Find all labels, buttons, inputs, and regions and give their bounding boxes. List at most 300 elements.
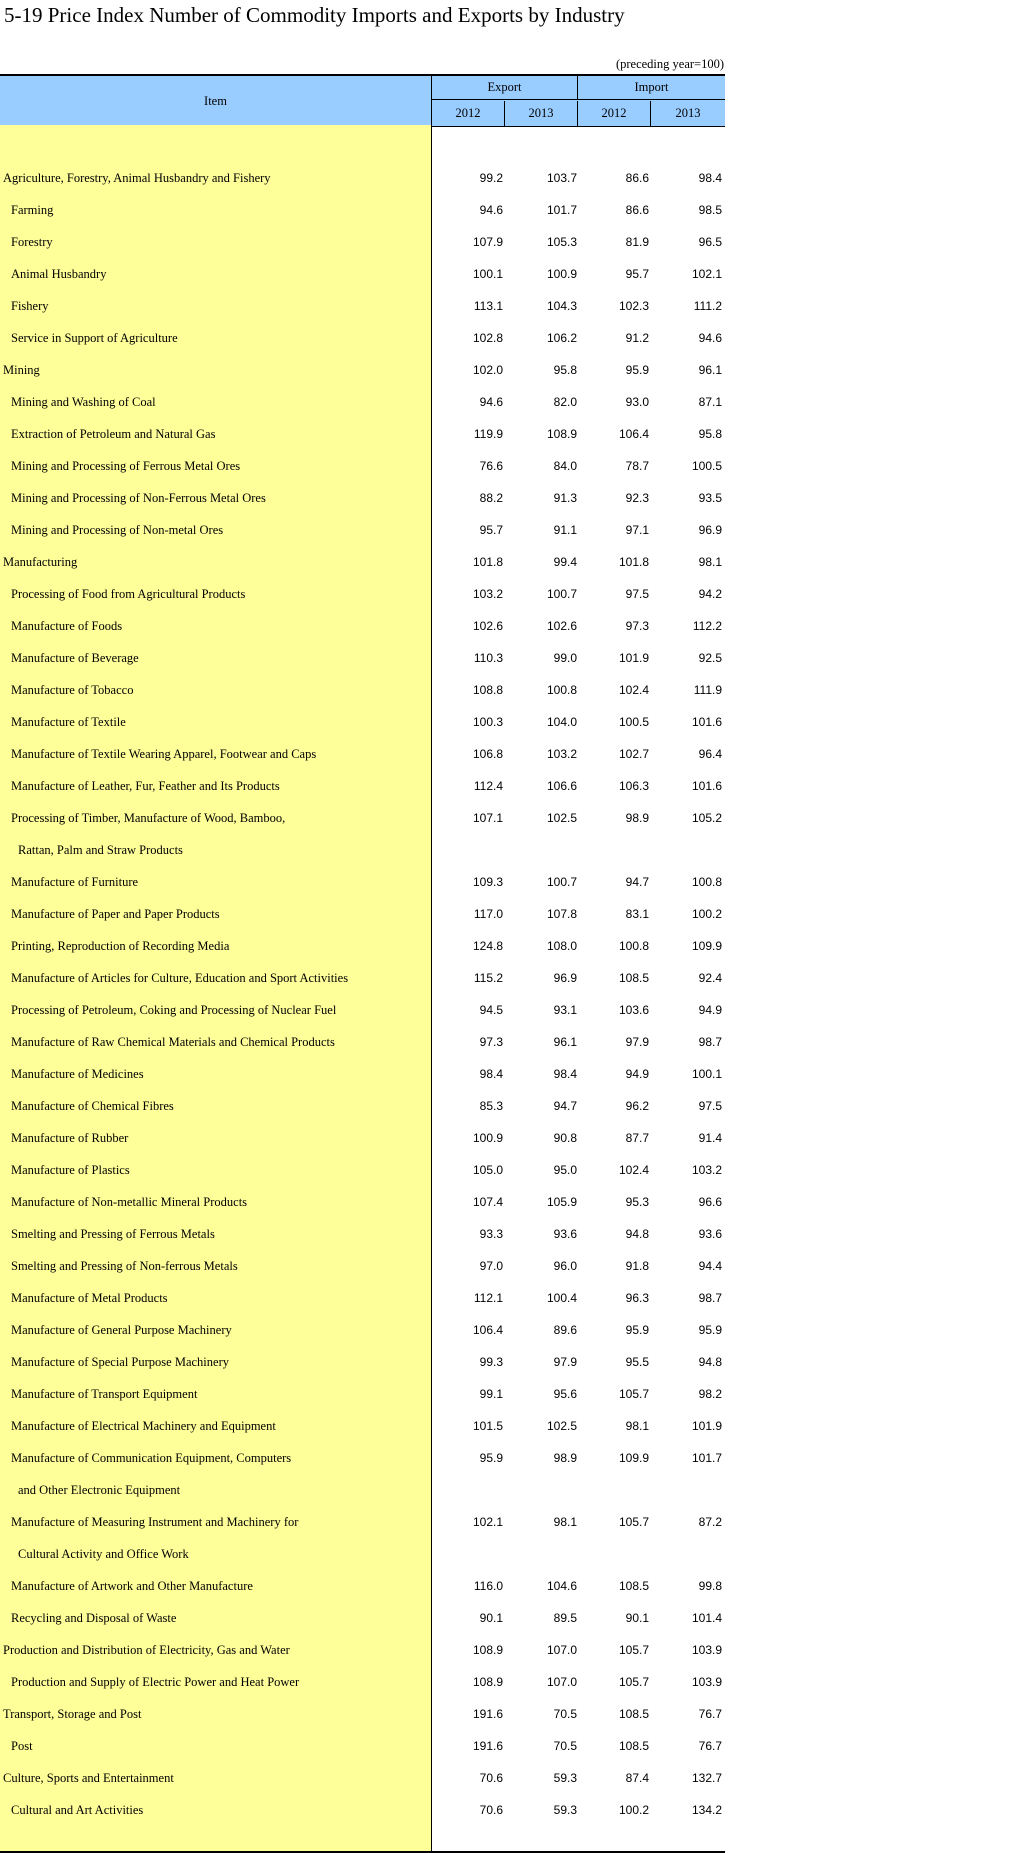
table-row	[0, 802, 725, 834]
row-value: 191.6	[472, 1707, 503, 1721]
table-row	[0, 1762, 725, 1794]
row-label: Manufacture of Non-metallic Mineral Products	[11, 1195, 248, 1209]
row-value: 107.4	[472, 1195, 503, 1209]
row-value: 87.4	[625, 1771, 649, 1785]
table-row	[0, 1730, 725, 1762]
row-label: Manufacture of Transport Equipment	[11, 1387, 198, 1401]
row-value: 100.8	[618, 939, 649, 953]
row-value: 96.1	[698, 363, 722, 377]
row-value: 108.5	[618, 971, 649, 985]
table-row	[0, 1186, 725, 1218]
row-value: 103.2	[691, 1163, 722, 1177]
row-label: Post	[11, 1739, 33, 1753]
row-label: Processing of Food from Agricultural Products	[11, 587, 246, 601]
row-value: 95.7	[625, 267, 649, 281]
row-label: Manufacture of Textile	[11, 715, 126, 729]
row-value: 93.1	[553, 1003, 577, 1017]
row-label: Manufacture of Special Purpose Machinery	[11, 1355, 229, 1369]
table-row	[0, 1666, 725, 1698]
table-row	[0, 482, 725, 514]
table-row	[0, 546, 725, 578]
row-value: 98.4	[698, 171, 722, 185]
row-label: Fishery	[11, 299, 49, 313]
row-label: Processing of Petroleum, Coking and Processing of Nuclear Fuel	[11, 1003, 337, 1017]
row-value: 104.3	[546, 299, 577, 313]
row-value: 93.0	[625, 395, 649, 409]
row-value: 78.7	[625, 459, 649, 473]
row-value: 92.5	[698, 651, 722, 665]
row-value: 101.8	[472, 555, 503, 569]
table-row	[0, 1346, 725, 1378]
row-value: 97.5	[625, 587, 649, 601]
row-label: Printing, Reproduction of Recording Media	[11, 939, 230, 953]
row-value: 90.1	[625, 1611, 649, 1625]
row-value: 107.1	[472, 811, 503, 825]
table-row	[0, 1506, 725, 1538]
row-value: 95.3	[625, 1195, 649, 1209]
row-label: Manufacture of Metal Products	[11, 1291, 168, 1305]
row-value: 95.8	[553, 363, 577, 377]
row-value: 93.3	[479, 1227, 503, 1241]
row-value: 96.2	[625, 1099, 649, 1113]
row-value: 86.6	[625, 203, 649, 217]
row-value: 110.3	[473, 651, 503, 665]
row-value: 107.9	[472, 235, 503, 249]
row-label: Mining and Processing of Ferrous Metal Ores	[11, 459, 241, 473]
row-value: 108.8	[472, 683, 503, 697]
row-value: 100.5	[691, 459, 722, 473]
row-value: 98.7	[698, 1291, 722, 1305]
row-value: 96.6	[698, 1195, 722, 1209]
row-value: 100.9	[546, 267, 577, 281]
row-value: 90.8	[553, 1131, 577, 1145]
row-value: 98.4	[479, 1067, 503, 1081]
page-title: 5-19 Price Index Number of Commodity Imports and Exports by Industry	[4, 3, 625, 27]
row-value: 134.2	[691, 1803, 722, 1817]
row-value: 107.0	[546, 1675, 577, 1689]
row-value: 101.6	[691, 715, 722, 729]
table-row	[0, 674, 725, 706]
row-label: Mining and Washing of Coal	[11, 395, 156, 409]
row-label: Mining and Processing of Non-metal Ores	[11, 523, 224, 537]
row-value: 98.1	[698, 555, 722, 569]
row-value: 76.7	[698, 1707, 722, 1721]
row-value: 105.7	[618, 1387, 649, 1401]
row-value: 94.2	[698, 587, 722, 601]
row-value: 100.7	[546, 875, 577, 889]
row-value: 99.2	[479, 171, 503, 185]
row-label: Manufacture of Raw Chemical Materials and Chemical Products	[11, 1035, 335, 1049]
row-value: 99.8	[698, 1579, 722, 1593]
row-value: 98.1	[553, 1515, 577, 1529]
row-value: 106.4	[618, 427, 649, 441]
row-value: 112.4	[473, 779, 503, 793]
table-row	[0, 1090, 725, 1122]
row-value: 87.2	[698, 1515, 722, 1529]
table-header	[0, 74, 725, 127]
row-value: 97.0	[479, 1259, 503, 1273]
row-value: 102.1	[472, 1515, 503, 1529]
row-label: Animal Husbandry	[11, 267, 107, 281]
header-item: Item	[0, 76, 432, 126]
row-value: 124.8	[472, 939, 503, 953]
row-value: 101.9	[618, 651, 649, 665]
data-table	[0, 74, 725, 1817]
row-value: 76.7	[698, 1739, 722, 1753]
row-value: 89.6	[553, 1323, 577, 1337]
row-value: 95.9	[625, 363, 649, 377]
table-row	[0, 1602, 725, 1634]
row-value: 95.8	[698, 427, 722, 441]
row-value: 93.6	[553, 1227, 577, 1241]
table-row	[0, 418, 725, 450]
row-value: 94.6	[479, 203, 503, 217]
table-row	[0, 994, 725, 1026]
table-row	[0, 450, 725, 482]
row-value: 100.2	[618, 1803, 649, 1817]
row-value: 102.4	[618, 1163, 649, 1177]
row-value: 94.8	[698, 1355, 722, 1369]
row-label: Manufacture of General Purpose Machinery	[11, 1323, 232, 1337]
row-value: 103.9	[691, 1643, 722, 1657]
row-value: 98.2	[698, 1387, 722, 1401]
row-label: Smelting and Pressing of Non-ferrous Metals	[11, 1259, 238, 1273]
row-value: 100.2	[691, 907, 722, 921]
row-value: 95.9	[698, 1323, 722, 1337]
table-row	[0, 770, 725, 802]
row-value: 108.9	[546, 427, 577, 441]
row-value: 96.4	[698, 747, 722, 761]
row-value: 105.2	[691, 811, 722, 825]
row-value: 76.6	[479, 459, 503, 473]
table-row	[0, 1154, 725, 1186]
row-value: 108.5	[618, 1579, 649, 1593]
row-label: Manufacture of Leather, Fur, Feather and Its Products	[11, 779, 280, 793]
header-export: Export	[432, 76, 578, 100]
row-value: 108.0	[546, 939, 577, 953]
row-value: 103.9	[691, 1675, 722, 1689]
row-value: 103.2	[546, 747, 577, 761]
row-value: 112.2	[692, 619, 722, 633]
row-label: Manufacture of Plastics	[11, 1163, 130, 1177]
row-value: 106.3	[618, 779, 649, 793]
row-label: Manufacture of Artwork and Other Manufacture	[11, 1579, 253, 1593]
table-row	[0, 1122, 725, 1154]
row-value: 96.5	[698, 235, 722, 249]
row-value: 101.7	[546, 203, 577, 217]
row-value: 94.4	[698, 1259, 722, 1273]
table-row	[0, 1250, 725, 1282]
row-value: 117.0	[473, 907, 503, 921]
row-value: 95.0	[553, 1163, 577, 1177]
table-row	[0, 1026, 725, 1058]
row-value: 98.5	[698, 203, 722, 217]
header-import-2013: 2013	[675, 106, 701, 120]
table-row	[0, 1314, 725, 1346]
table-row	[0, 1570, 725, 1602]
row-label: Manufacture of Articles for Culture, Education and Sport Activities	[11, 971, 349, 985]
table-row	[0, 578, 725, 610]
row-value: 103.7	[546, 171, 577, 185]
row-label: Manufacture of Rubber	[11, 1131, 129, 1145]
header-import-2012: 2012	[578, 101, 651, 126]
row-value: 96.3	[625, 1291, 649, 1305]
table-row	[0, 834, 725, 866]
row-value: 106.2	[546, 331, 577, 345]
row-value: 98.4	[553, 1067, 577, 1081]
header-export-2012: 2012	[432, 101, 505, 126]
row-value: 91.2	[625, 331, 649, 345]
row-value: 101.8	[618, 555, 649, 569]
table-row	[0, 706, 725, 738]
row-value: 95.7	[479, 523, 503, 537]
row-value: 95.9	[479, 1451, 503, 1465]
row-label: Manufacturing	[3, 555, 78, 569]
table-row	[0, 1218, 725, 1250]
row-value: 81.9	[625, 235, 649, 249]
row-value: 70.5	[553, 1707, 577, 1721]
table-row	[0, 610, 725, 642]
row-value: 95.9	[625, 1323, 649, 1337]
row-value: 191.6	[472, 1739, 503, 1753]
row-label: Rattan, Palm and Straw Products	[18, 843, 183, 857]
row-label: Manufacture of Chemical Fibres	[11, 1099, 174, 1113]
row-label: Cultural Activity and Office Work	[18, 1547, 189, 1561]
row-value: 87.1	[698, 395, 722, 409]
table-row	[0, 898, 725, 930]
row-value: 95.6	[553, 1387, 577, 1401]
row-value: 86.6	[625, 171, 649, 185]
row-value: 89.5	[553, 1611, 577, 1625]
table-row	[0, 290, 725, 322]
row-label: Cultural and Art Activities	[11, 1803, 144, 1817]
row-value: 91.3	[553, 491, 577, 505]
table-row	[0, 962, 725, 994]
row-value: 102.8	[472, 331, 503, 345]
row-value: 99.3	[479, 1355, 503, 1369]
row-label: Mining	[3, 363, 40, 377]
row-value: 70.5	[553, 1739, 577, 1753]
row-value: 99.4	[553, 555, 577, 569]
row-value: 98.7	[698, 1035, 722, 1049]
row-value: 96.0	[553, 1259, 577, 1273]
row-value: 104.0	[546, 715, 577, 729]
row-label: Extraction of Petroleum and Natural Gas	[11, 427, 216, 441]
row-value: 106.4	[472, 1323, 503, 1337]
row-value: 108.5	[618, 1707, 649, 1721]
row-value: 98.9	[553, 1451, 577, 1465]
row-value: 94.5	[479, 1003, 503, 1017]
table-row	[0, 1058, 725, 1090]
row-value: 96.9	[698, 523, 722, 537]
row-value: 101.9	[691, 1419, 722, 1433]
row-value: 102.3	[618, 299, 649, 313]
table-row	[0, 386, 725, 418]
row-value: 105.0	[472, 1163, 503, 1177]
row-value: 85.3	[479, 1099, 503, 1113]
row-value: 70.6	[479, 1803, 503, 1817]
row-label: Mining and Processing of Non-Ferrous Metal Ores	[11, 491, 266, 505]
row-label: Manufacture of Tobacco	[11, 683, 134, 697]
row-value: 97.5	[698, 1099, 722, 1113]
table-row	[0, 930, 725, 962]
row-value: 90.1	[479, 1611, 503, 1625]
row-label: Manufacture of Communication Equipment, Computers	[11, 1451, 292, 1465]
row-value: 87.7	[625, 1131, 649, 1145]
table-row	[0, 194, 725, 226]
row-value: 93.6	[698, 1227, 722, 1241]
row-value: 59.3	[553, 1771, 577, 1785]
row-value: 94.9	[698, 1003, 722, 1017]
row-value: 106.8	[472, 747, 503, 761]
row-value: 132.7	[691, 1771, 722, 1785]
row-value: 98.9	[625, 811, 649, 825]
row-value: 92.4	[698, 971, 722, 985]
row-label: Manufacture of Textile Wearing Apparel, Footwear and Caps	[11, 747, 317, 761]
table-row	[0, 738, 725, 770]
row-label: Manufacture of Beverage	[11, 651, 139, 665]
row-value: 106.6	[546, 779, 577, 793]
row-value: 108.5	[618, 1739, 649, 1753]
row-value: 97.9	[553, 1355, 577, 1369]
table-row	[0, 1634, 725, 1666]
row-value: 100.5	[618, 715, 649, 729]
row-value: 113.1	[473, 299, 503, 313]
row-label: Culture, Sports and Entertainment	[3, 1771, 174, 1785]
row-value: 94.9	[625, 1067, 649, 1081]
row-value: 95.5	[625, 1355, 649, 1369]
row-value: 102.0	[472, 363, 503, 377]
row-value: 96.1	[553, 1035, 577, 1049]
row-value: 105.7	[618, 1675, 649, 1689]
table-row	[0, 1282, 725, 1314]
row-value: 98.1	[625, 1419, 649, 1433]
row-label: and Other Electronic Equipment	[18, 1483, 181, 1497]
table-row	[0, 322, 725, 354]
row-label: Farming	[11, 203, 54, 217]
row-value: 102.1	[691, 267, 722, 281]
row-value: 100.8	[691, 875, 722, 889]
table-row	[0, 1474, 725, 1506]
row-value: 96.9	[553, 971, 577, 985]
row-value: 92.3	[625, 491, 649, 505]
row-label: Manufacture of Electrical Machinery and Equipment	[11, 1419, 276, 1433]
table-row	[0, 642, 725, 674]
row-value: 94.7	[553, 1099, 577, 1113]
row-value: 111.2	[693, 299, 722, 313]
row-value: 103.2	[472, 587, 503, 601]
row-value: 102.7	[618, 747, 649, 761]
row-value: 97.3	[479, 1035, 503, 1049]
row-value: 82.0	[553, 395, 577, 409]
table-row	[0, 1698, 725, 1730]
row-value: 107.8	[546, 907, 577, 921]
row-value: 109.9	[691, 939, 722, 953]
row-label: Manufacture of Measuring Instrument and Machinery for	[11, 1515, 299, 1529]
row-label: Production and Supply of Electric Power and Heat Power	[11, 1675, 300, 1689]
row-label: Manufacture of Furniture	[11, 875, 139, 889]
row-label: Service in Support of Agriculture	[11, 331, 178, 345]
table-row	[0, 1442, 725, 1474]
row-value: 107.0	[546, 1643, 577, 1657]
row-label: Transport, Storage and Post	[3, 1707, 142, 1721]
row-value: 102.5	[546, 811, 577, 825]
row-label: Agriculture, Forestry, Animal Husbandry and Fishery	[3, 171, 271, 185]
row-value: 100.7	[546, 587, 577, 601]
row-value: 101.6	[691, 779, 722, 793]
row-value: 88.2	[479, 491, 503, 505]
row-value: 108.9	[472, 1643, 503, 1657]
table-row	[0, 162, 725, 194]
table-row	[0, 514, 725, 546]
row-value: 105.3	[546, 235, 577, 249]
header-import: Import	[578, 76, 725, 100]
row-value: 94.6	[479, 395, 503, 409]
row-label: Manufacture of Paper and Paper Products	[11, 907, 220, 921]
table-row	[0, 354, 725, 386]
row-value: 94.7	[625, 875, 649, 889]
row-value: 119.9	[473, 427, 503, 441]
table-row	[0, 1538, 725, 1570]
row-label: Processing of Timber, Manufacture of Wood, Bamboo,	[11, 811, 286, 825]
row-value: 105.7	[618, 1515, 649, 1529]
row-value: 93.5	[698, 491, 722, 505]
row-value: 100.9	[472, 1131, 503, 1145]
row-value: 111.9	[693, 683, 722, 697]
row-value: 108.9	[472, 1675, 503, 1689]
row-value: 97.1	[625, 523, 649, 537]
row-value: 115.2	[473, 971, 503, 985]
row-value: 83.1	[625, 907, 649, 921]
table-body	[0, 125, 725, 1851]
row-label: Production and Distribution of Electricity, Gas and Water	[3, 1643, 290, 1657]
row-label: Smelting and Pressing of Ferrous Metals	[11, 1227, 215, 1241]
table-row	[0, 226, 725, 258]
row-value: 103.6	[618, 1003, 649, 1017]
row-value: 105.7	[618, 1643, 649, 1657]
row-value: 91.8	[625, 1259, 649, 1273]
row-value: 101.5	[472, 1419, 503, 1433]
row-value: 97.9	[625, 1035, 649, 1049]
row-value: 99.1	[479, 1387, 503, 1401]
row-value: 99.0	[553, 651, 577, 665]
row-value: 97.3	[625, 619, 649, 633]
row-value: 102.5	[546, 1419, 577, 1433]
row-value: 94.6	[698, 331, 722, 345]
row-value: 100.1	[691, 1067, 722, 1081]
table-row	[0, 1794, 725, 1826]
table-row	[0, 258, 725, 290]
row-value: 100.8	[546, 683, 577, 697]
row-value: 102.6	[472, 619, 503, 633]
row-value: 84.0	[553, 459, 577, 473]
row-value: 100.1	[472, 267, 503, 281]
table-row	[0, 1378, 725, 1410]
row-value: 91.4	[698, 1131, 722, 1145]
row-value: 102.6	[546, 619, 577, 633]
row-value: 105.9	[546, 1195, 577, 1209]
row-value: 109.9	[618, 1451, 649, 1465]
row-label: Forestry	[11, 235, 53, 249]
table-row	[0, 1410, 725, 1442]
row-value: 101.4	[691, 1611, 722, 1625]
row-value: 112.1	[473, 1291, 503, 1305]
row-value: 101.7	[691, 1451, 722, 1465]
row-label: Manufacture of Medicines	[11, 1067, 144, 1081]
row-label: Manufacture of Foods	[11, 619, 123, 633]
row-label: Recycling and Disposal of Waste	[11, 1611, 177, 1625]
row-value: 94.8	[625, 1227, 649, 1241]
